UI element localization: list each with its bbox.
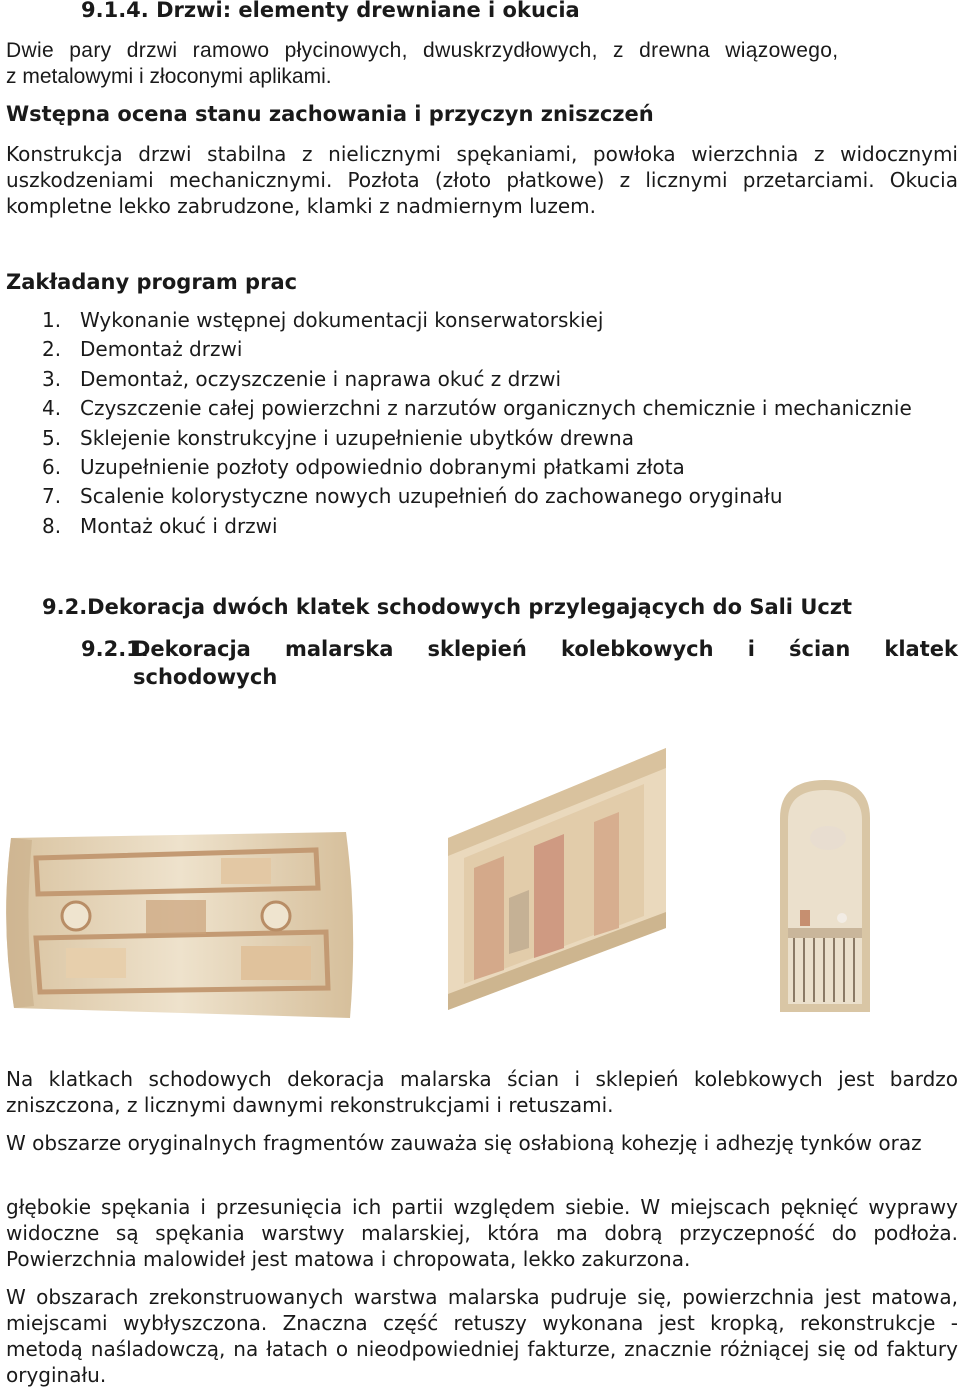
doors-description <box>6 38 958 90</box>
program-item-number: 2. <box>42 337 62 362</box>
program-item-number: 6. <box>42 455 62 479</box>
subsection-title-word: sklepień <box>427 637 527 661</box>
program-list-item <box>42 454 685 480</box>
assessment-heading: Wstępna ocena stanu zachowania i przyczyn zniszczeń <box>6 102 654 126</box>
program-item-number: 3. <box>42 366 62 391</box>
section-heading-92: 9.2.Dekoracja dwóch klatek schodowych przylegających do Sali Uczt <box>42 595 853 619</box>
subsection-title-word: malarska <box>284 637 394 661</box>
program-list-item <box>42 395 912 421</box>
program-item-number: 5. <box>42 425 62 450</box>
stair-wall-photo <box>444 748 670 1012</box>
subsection-title-word: Dekoracja <box>133 637 251 661</box>
doors-description-line1 <box>6 38 958 64</box>
arched-niche-photo <box>778 778 872 1014</box>
program-list-item <box>42 483 783 509</box>
body-paragraph-3: głębokie spękania i przesunięcia ich partii względem siebie. W miejscach pęknięć wyprawy widoczne są spękania warstwy malarskiej, która ma dobrą przyczepność do podłoża. Powierzchnia malowideł jest matowa i chropowata, lekko zakurzona. <box>6 1195 958 1271</box>
section-heading-914: 9.1.4. Drzwi: elementy drewniane i okucia <box>81 0 580 22</box>
program-item-text: Wykonanie wstępnej dokumentacji konserwatorskiej <box>80 308 604 332</box>
assessment-text: Konstrukcja drzwi stabilna z nielicznymi spękaniami, powłoka wierzchnia z widocznymi uszkodzeniami mechanicznymi. Pozłota (złoto płatkowe) z licznymi przetarciami. Okucia kompletne lekko zabrudzone, klamki z nadmiernym luzem. <box>6 142 958 218</box>
subsection-title-line2: schodowych <box>133 665 278 689</box>
program-heading: Zakładany program prac <box>6 270 298 294</box>
subsection-title-word: i <box>747 637 755 661</box>
program-item-text: Montaż okuć i drzwi <box>80 513 278 538</box>
doors-description-text2: z metalowymi i złoconymi aplikami. <box>6 65 332 88</box>
program-item-number: 4. <box>42 396 62 421</box>
program-item-text: Scalenie kolorystyczne nowych uzupełnień do zachowanego oryginału <box>80 484 783 509</box>
program-list-item <box>42 425 634 451</box>
body-paragraph-1: Na klatkach schodowych dekoracja malarska ścian i sklepień kolebkowych jest bardzo zniszczona, z licznymi dawnymi rekonstrukcjami i retuszami. <box>6 1067 958 1117</box>
subsection-heading-921 <box>81 635 958 691</box>
doors-description-text1: Dwie pary drzwi ramowo płycinowych, dwuskrzydłowych, z drewna wiązowego, <box>6 39 839 62</box>
program-item-number: 1. <box>42 308 62 332</box>
program-item-number: 8. <box>42 513 62 538</box>
program-item-text: Sklejenie konstrukcyjne i uzupełnienie ubytków drewna <box>80 425 634 450</box>
program-item-text: Demontaż drzwi <box>80 337 243 362</box>
body-paragraph-4: W obszarach zrekonstruowanych warstwa malarska pudruje się, powierzchnia jest matowa, miejscami wybłyszczona. Znaczna część retuszy wykonana jest kropką, rekonstrukcje - metodą naśladowczą, na łatach o nieodpowiedniej fakturze, znacznie różniącej się od faktury oryginału. <box>6 1285 958 1387</box>
program-item-text: Czyszczenie całej powierzchni z narzutów organicznych chemicznie i mechanicznie <box>80 396 912 421</box>
subsection-number: 9.2.1. <box>81 637 149 661</box>
vault-ceiling-photo <box>6 828 356 1028</box>
program-list-item <box>42 307 603 333</box>
subsection-title-word: ścian <box>789 637 851 661</box>
program-item-number: 7. <box>42 484 62 509</box>
program-item-text: Demontaż, oczyszczenie i naprawa okuć z drzwi <box>80 366 561 391</box>
subsection-title-line1 <box>133 635 958 663</box>
program-list-item <box>42 513 278 539</box>
program-list-item <box>42 366 561 392</box>
subsection-title-word: klatek <box>884 637 958 661</box>
program-item-text: Uzupełnienie pozłoty odpowiednio dobranymi płatkami złota <box>80 455 685 479</box>
program-list-item <box>42 336 242 362</box>
subsection-title-word: kolebkowych <box>560 637 714 661</box>
body-paragraph-2: W obszarze oryginalnych fragmentów zauważa się osłabioną kohezję i adhezję tynków oraz <box>6 1131 922 1155</box>
